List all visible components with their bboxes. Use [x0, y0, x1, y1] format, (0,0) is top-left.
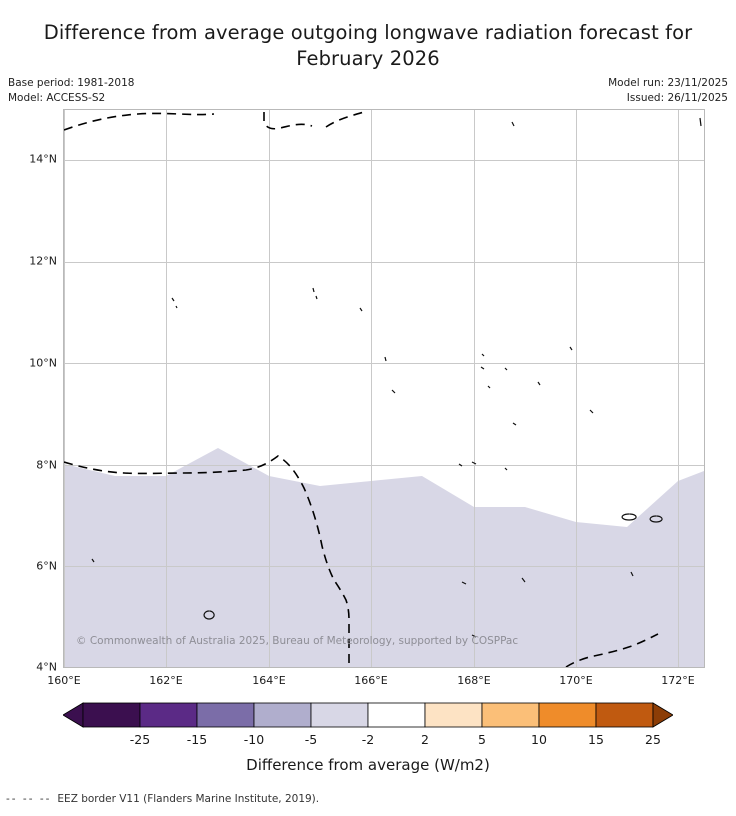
colorbar-seg-8	[539, 703, 596, 727]
colorbar-tick-6: 5	[478, 732, 486, 747]
y-tick-8N: 8°N	[36, 458, 57, 472]
base-period-text: Base period: 1981-2018	[8, 77, 135, 89]
colorbar	[63, 700, 673, 747]
page-title: Difference from average outgoing longwave radiation forecast for February 2026	[43, 21, 693, 70]
colorbar-right-arrow	[653, 703, 673, 727]
colorbar-seg-4	[311, 703, 368, 727]
colorbar-tick-labels	[63, 732, 673, 748]
x-tick-168E: 168°E	[457, 674, 491, 687]
model-text: Model: ACCESS-S2	[8, 92, 106, 104]
map-plot	[29, 109, 705, 687]
colorbar-swatches	[63, 700, 673, 730]
y-tick-4N: 4°N	[36, 660, 57, 674]
x-tick-162E: 162°E	[149, 674, 183, 687]
colorbar-tick-1: -15	[186, 732, 208, 747]
colorbar-seg-0	[83, 703, 140, 727]
map-canvas	[64, 110, 704, 667]
colorbar-tick-7: 10	[531, 732, 547, 747]
colorbar-tick-9: 25	[645, 732, 661, 747]
colorbar-tick-2: -10	[243, 732, 265, 747]
colorbar-tick-4: -2	[361, 732, 375, 747]
x-tick-170E: 170°E	[559, 674, 593, 687]
issued-text: Issued: 26/11/2025	[626, 92, 728, 104]
colorbar-seg-6	[425, 703, 482, 727]
eez-dash-sample: -- -- --	[6, 793, 52, 805]
x-tick-172E: 172°E	[661, 674, 695, 687]
colorbar-left-arrow	[63, 703, 83, 727]
colorbar-seg-7	[482, 703, 539, 727]
copyright-credit: © Commonwealth of Australia 2025, Bureau of Meteorology, supported by COSPPac	[76, 635, 519, 647]
colorbar-seg-3	[254, 703, 311, 727]
footer-text: EEZ border V11 (Flanders Marine Institute, 2019).	[57, 793, 320, 805]
x-tick-164E: 164°E	[252, 674, 286, 687]
y-tick-12N: 12°N	[29, 254, 57, 268]
colorbar-seg-1	[140, 703, 197, 727]
map-frame	[63, 109, 705, 668]
colorbar-tick-0: -25	[129, 732, 151, 747]
colorbar-tick-3: -5	[304, 732, 318, 747]
y-tick-6N: 6°N	[36, 559, 57, 573]
footer-legend	[6, 793, 319, 805]
colorbar-tick-5: 2	[421, 732, 429, 747]
metadata-right	[608, 76, 728, 106]
metadata-left	[8, 76, 134, 106]
x-tick-160E: 160°E	[47, 674, 81, 687]
y-tick-10N: 10°N	[29, 356, 57, 370]
colorbar-tick-8: 15	[588, 732, 604, 747]
colorbar-seg-9	[596, 703, 653, 727]
colorbar-segments	[63, 703, 673, 727]
colorbar-axis-label: Difference from average (W/m2)	[246, 756, 490, 774]
colorbar-seg-2	[197, 703, 254, 727]
model-run-text: Model run: 23/11/2025	[608, 77, 728, 89]
colorbar-seg-5	[368, 703, 425, 727]
x-tick-166E: 166°E	[354, 674, 388, 687]
y-tick-14N: 14°N	[29, 152, 57, 166]
